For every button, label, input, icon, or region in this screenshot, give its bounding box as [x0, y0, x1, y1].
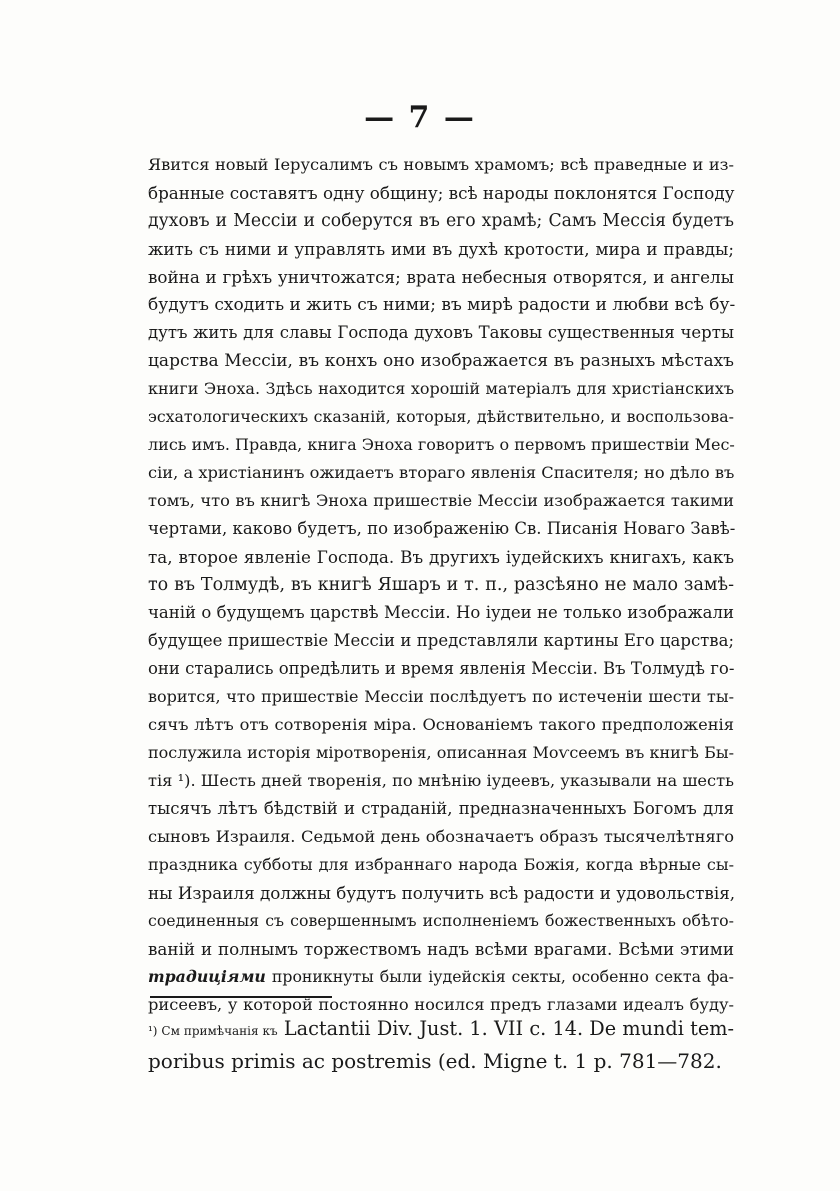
text-line: будущее пришествіе Мессіи и представляли картины Его царства; [148, 631, 734, 650]
text-line: духовъ и Мессіи и соберутся въ его храмѣ; Самъ Мессія будетъ [148, 211, 734, 231]
text-line: книги Эноха. Здѣсь находится хорошій матеріалъ для христіанскихъ [148, 379, 734, 398]
footnote-line-1 [148, 1012, 734, 1046]
text-line: тысячъ лѣтъ бѣдствій и страданій, предназначенныхъ Богомъ для [148, 799, 734, 818]
text-line: послужила исторія міротворенія, описанная Моѵсеемъ въ книгѣ Бы- [148, 743, 734, 762]
text-line: рисеевъ, у которой постоянно носился предъ глазами идеалъ буду- [148, 995, 734, 1014]
text-line: праздника субботы для избраннаго народа Божія, когда вѣрные сы- [148, 855, 734, 874]
text-line: ваній и полнымъ торжествомъ надъ всѣми врагами. Всѣми этими [148, 939, 734, 959]
text-line: дутъ жить для славы Господа духовъ Таковы существенныя черты [148, 323, 734, 342]
text-line: сіи, а христіанинъ ожидаетъ втораго явленія Спасителя; но дѣло въ [148, 463, 735, 482]
text-line: жить съ ними и управлять ими въ духѣ кротости, мира и правды; [148, 239, 734, 259]
text-line: сыновъ Израиля. Седьмой день обозначаетъ образъ тысячелѣтняго [148, 827, 734, 846]
text-line: та, второе явленіе Господа. Въ другихъ іудейскихъ книгахъ, какъ [148, 547, 734, 567]
footnote-line-2: poribus primis ac postremis (ed. Migne t. 1 p. 781—782. [148, 1049, 722, 1073]
text-line: ны Израиля должны будутъ получить всѣ радости и удовольствія, [148, 883, 736, 903]
text-line-emphasis [148, 962, 734, 992]
footnote-text: Lactantii Div. Just. 1. VII c. 14. De mundi tem- [283, 1017, 735, 1040]
text-line: сячъ лѣтъ отъ сотворенія міра. Основаніемъ такого предположенія [148, 715, 734, 734]
emphasized-word: традиціями [148, 967, 266, 986]
text-line: будутъ сходить и жить съ ними; въ мирѣ радости и любви всѣ бу- [148, 295, 736, 315]
text-line: соединенныя съ совершеннымъ исполненіемъ божественныхъ обѣто- [148, 911, 734, 930]
text-line: то въ Толмудѣ, въ книгѣ Яшаръ и т. п., разсѣяно не мало замѣ- [148, 575, 734, 595]
text-line: чертами, каково будетъ, по изображенію Св. Писанія Новаго Завѣ- [148, 519, 736, 538]
text-line: эсхатологическихъ сказаній, которыя, дѣйствительно, и воспользова- [148, 407, 734, 426]
text-line: война и грѣхъ уничтожатся; врата небесныя отворятся, и ангелы [148, 267, 734, 287]
footnote-divider [150, 996, 332, 998]
text-line: царства Мессіи, въ конхъ оно изображается въ разныхъ мѣстахъ [148, 351, 734, 371]
text-line-rest: проникнуты были іудейскія секты, особенно секта фа- [265, 967, 734, 986]
text-line: ворится, что пришествіе Мессіи послѣдуетъ по истеченіи шести ты- [148, 687, 734, 706]
text-line: они старались опредѣлить и время явленія Мессіи. Въ Толмудѣ го- [148, 659, 735, 678]
text-line: тія ¹). Шесть дней творенія, по мнѣнію іудеевъ, указывали на шесть [148, 771, 734, 790]
footnote-marker: ¹) См примѣчанія къ [148, 1024, 278, 1038]
text-line: бранные составятъ одну общину; всѣ народы поклонятся Господу [148, 183, 735, 203]
text-line: чаній о будущемъ царствѣ Мессіи. Но іудеи не только изображали [148, 603, 734, 622]
text-line: Явится новый Іерусалимъ съ новымъ храмомъ; всѣ праведные и из- [148, 155, 734, 174]
text-line: томъ, что въ книгѣ Эноха пришествіе Мессіи изображается такими [148, 491, 734, 510]
page-number: — 7 — [364, 100, 476, 135]
text-line: лись имъ. Правда, книга Эноха говоритъ о первомъ пришествіи Мес- [148, 435, 735, 454]
